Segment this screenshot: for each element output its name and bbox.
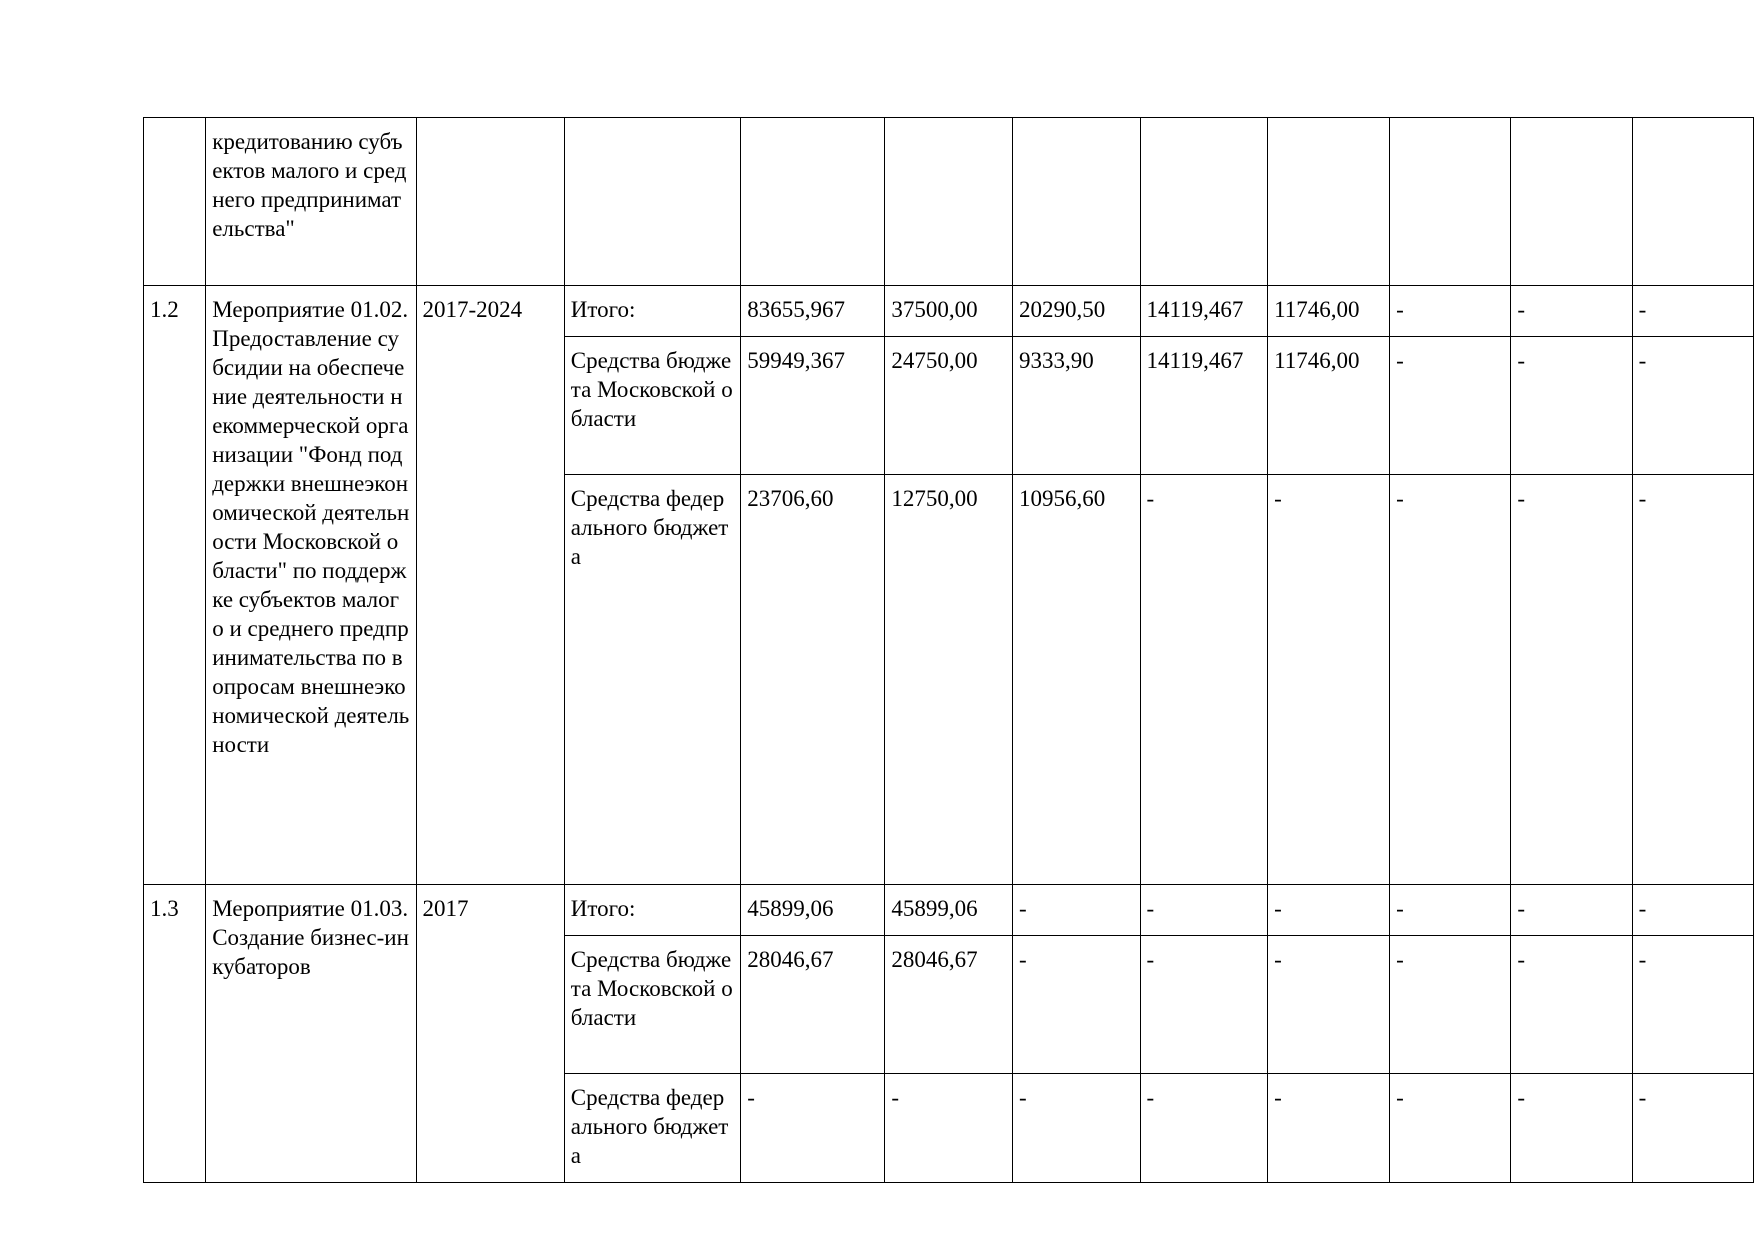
- value-cell: [1390, 118, 1511, 286]
- value-cell: 12750,00: [885, 475, 1013, 885]
- value-cell: -: [1390, 936, 1511, 1074]
- value-cell: -: [1511, 286, 1632, 337]
- value-cell: -: [1632, 475, 1753, 885]
- value-cell: 45899,06: [885, 885, 1013, 936]
- value-cell: -: [1140, 936, 1268, 1074]
- value-cell: 23706,60: [741, 475, 885, 885]
- value-cell: [1268, 118, 1390, 286]
- activity-description-cell: Мероприятие 01.02. Предоставление субсидии на обеспечение деятельности некоммерческой организации "Фонд поддержки внешнеэкономической деятельности Московской области" по поддержке субъектов малого и среднего предпринимательства по вопросам внешнеэкономической деятельности: [206, 286, 416, 885]
- value-cell: 28046,67: [741, 936, 885, 1074]
- value-cell: -: [1268, 936, 1390, 1074]
- value-cell: 24750,00: [885, 337, 1013, 475]
- value-cell: 45899,06: [741, 885, 885, 936]
- value-cell: 11746,00: [1268, 286, 1390, 337]
- value-cell: -: [741, 1074, 885, 1183]
- activity-description-cell: Мероприятие 01.03. Создание бизнес-инкубаторов: [206, 885, 416, 1183]
- value-cell: [1632, 118, 1753, 286]
- period-cell: 2017-2024: [416, 286, 564, 885]
- value-cell: 9333,90: [1012, 337, 1140, 475]
- value-cell: -: [1140, 885, 1268, 936]
- value-cell: -: [1140, 1074, 1268, 1183]
- value-cell: -: [885, 1074, 1013, 1183]
- source-cell: Итого:: [564, 885, 741, 936]
- value-cell: -: [1140, 475, 1268, 885]
- value-cell: -: [1012, 885, 1140, 936]
- value-cell: -: [1268, 885, 1390, 936]
- source-cell: Средства федерального бюджета: [564, 475, 741, 885]
- period-cell: 2017: [416, 885, 564, 1183]
- value-cell: 28046,67: [885, 936, 1013, 1074]
- table-row: [144, 118, 1754, 286]
- row-number-cell: 1.3: [144, 885, 206, 1183]
- value-cell: [741, 118, 885, 286]
- value-cell: [885, 118, 1013, 286]
- value-cell: -: [1511, 885, 1632, 936]
- activity-description-cell: кредитованию субъектов малого и среднего предпринимательства": [206, 118, 416, 286]
- value-cell: 10956,60: [1012, 475, 1140, 885]
- value-cell: -: [1012, 936, 1140, 1074]
- value-cell: 20290,50: [1012, 286, 1140, 337]
- source-cell: [564, 118, 741, 286]
- value-cell: [1511, 118, 1632, 286]
- period-cell: [416, 118, 564, 286]
- value-cell: -: [1268, 475, 1390, 885]
- value-cell: 11746,00: [1268, 337, 1390, 475]
- source-cell: Средства бюджета Московской области: [564, 337, 741, 475]
- source-cell: Итого:: [564, 286, 741, 337]
- value-cell: 14119,467: [1140, 337, 1268, 475]
- value-cell: -: [1390, 885, 1511, 936]
- value-cell: -: [1390, 475, 1511, 885]
- value-cell: -: [1012, 1074, 1140, 1183]
- table-row: [144, 885, 1754, 936]
- table-row: [144, 286, 1754, 337]
- value-cell: -: [1511, 936, 1632, 1074]
- budget-table: [143, 117, 1754, 1183]
- value-cell: 37500,00: [885, 286, 1013, 337]
- value-cell: -: [1632, 286, 1753, 337]
- value-cell: 83655,967: [741, 286, 885, 337]
- value-cell: -: [1511, 1074, 1632, 1183]
- value-cell: [1140, 118, 1268, 286]
- value-cell: 59949,367: [741, 337, 885, 475]
- value-cell: -: [1632, 885, 1753, 936]
- value-cell: -: [1390, 286, 1511, 337]
- value-cell: -: [1390, 337, 1511, 475]
- source-cell: Средства федерального бюджета: [564, 1074, 741, 1183]
- value-cell: -: [1632, 337, 1753, 475]
- row-number-cell: [144, 118, 206, 286]
- value-cell: -: [1632, 1074, 1753, 1183]
- value-cell: -: [1632, 936, 1753, 1074]
- value-cell: -: [1268, 1074, 1390, 1183]
- source-cell: Средства бюджета Московской области: [564, 936, 741, 1074]
- row-number-cell: 1.2: [144, 286, 206, 885]
- value-cell: -: [1390, 1074, 1511, 1183]
- value-cell: 14119,467: [1140, 286, 1268, 337]
- value-cell: -: [1511, 337, 1632, 475]
- value-cell: [1012, 118, 1140, 286]
- value-cell: -: [1511, 475, 1632, 885]
